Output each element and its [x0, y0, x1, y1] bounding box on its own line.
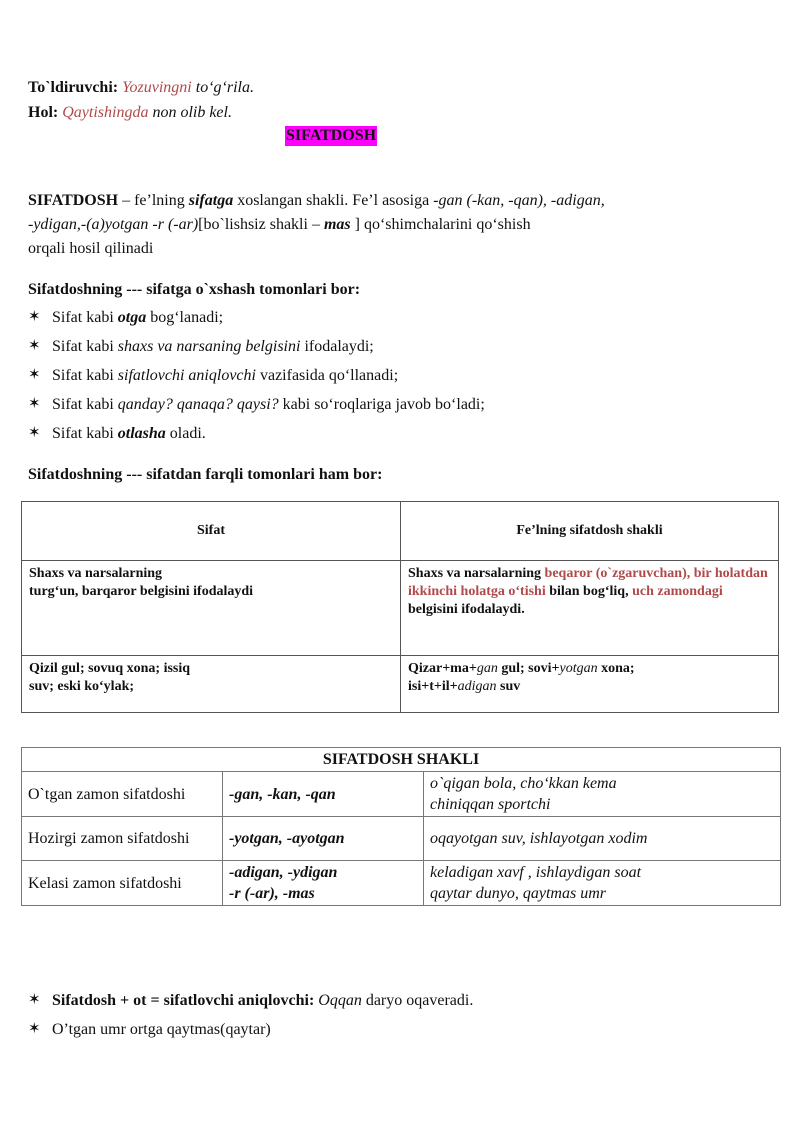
table-cell [401, 561, 779, 656]
item-text: Sifat kabi [52, 425, 118, 442]
complement-highlight: Yozuvingni [122, 79, 192, 96]
list-item [28, 361, 780, 390]
form-examples: oqayotgan suv, ishlayotgan xodim [424, 817, 781, 861]
cell-text: suv; eski ko‘ylak; [29, 679, 135, 694]
list-item [28, 332, 780, 361]
cell-text: Qizil gul; sovuq xona; issiq [29, 661, 191, 676]
item-text: Sifat kabi [52, 309, 118, 326]
definition-emphasis: sifatga [188, 192, 234, 209]
cell-suffix: gan [476, 661, 498, 676]
adverbial-label: Hol: [28, 104, 59, 121]
list-item [28, 390, 780, 419]
form-suffix: -gan, -kan, -qan [223, 772, 424, 817]
definition-suffixes: -ydigan,-(a)yotgan -r (-ar) [28, 216, 199, 233]
star-bullet-icon: ✶ [28, 1021, 41, 1037]
star-bullet-icon: ✶ [28, 367, 41, 383]
cell-text: gul; sovi+ [497, 661, 560, 676]
definition-term: SIFATDOSH [28, 192, 119, 209]
item-text: kabi so‘roqlariga javob bo‘ladi; [278, 396, 485, 413]
table-row [22, 817, 781, 861]
example-text: chiniqqan sportchi [430, 796, 551, 813]
example-text: o`qigan bola, cho‘kkan kema [430, 775, 617, 792]
item-emphasis: Oqqan [318, 992, 362, 1009]
star-bullet-icon: ✶ [28, 992, 41, 1008]
cell-text: xona; [597, 661, 635, 676]
cell-text: Shaxs va narsalarning [29, 566, 163, 581]
cell-text: Shaxs va narsalarning [408, 566, 545, 581]
cell-suffix: yotgan [559, 661, 598, 676]
form-suffix [223, 861, 424, 906]
similarities-heading: Sifatdoshning --- sifatga o`xshash tomonlari bor: [28, 281, 361, 298]
table-cell [401, 656, 779, 713]
item-text: O’tgan umr ortga qaytmas(qaytar) [52, 1021, 271, 1038]
form-suffix: -yotgan, -ayotgan [223, 817, 424, 861]
item-text: vazifasida qo‘llanadi; [255, 367, 399, 384]
adverbial-rest: non olib kel. [152, 104, 232, 121]
cell-text: suv [496, 679, 521, 694]
example-text: qaytar dunyo, qaytmas umr [430, 885, 606, 902]
forms-table-caption: SIFATDOSH SHAKLI [22, 748, 781, 772]
star-bullet-icon: ✶ [28, 396, 41, 412]
star-bullet-icon: ✶ [28, 425, 41, 441]
item-text: bog‘lanadi; [146, 309, 224, 326]
differences-heading: Sifatdoshning --- sifatdan farqli tomonlari ham bor: [28, 466, 383, 483]
item-text: daryo oqaveradi. [361, 992, 474, 1009]
table-header-adjective: Sifat [22, 502, 401, 561]
complement-rest: to‘g‘rila. [195, 79, 254, 96]
cell-highlight: beqaror (o`zgaruvchan), bir holatdan ikkinchi holatga o‘tishi [408, 566, 768, 599]
definition-suffixes: -gan (-kan, -qan), -adigan, [433, 192, 605, 209]
item-emphasis: sifatlovchi aniqlovchi [117, 367, 256, 384]
cell-highlight: uch zamondagi [632, 584, 723, 599]
list-item [28, 986, 780, 1015]
item-text: oladi. [165, 425, 206, 442]
table-header-participle: Fe’lning sifatdosh shakli [401, 502, 779, 561]
bottom-list [28, 986, 780, 1044]
item-text: ifodalaydi; [300, 338, 374, 355]
table-row [22, 656, 779, 713]
item-text: Sifat kabi [52, 367, 118, 384]
list-item [28, 303, 780, 332]
item-emphasis: otga [117, 309, 147, 326]
list-item [28, 419, 780, 448]
complement-example [28, 76, 772, 99]
cell-text: turg‘un, barqaror belgisini ifodalaydi [29, 584, 254, 599]
table-cell [22, 561, 401, 656]
suffix-text: -r (-ar), -mas [229, 885, 315, 902]
item-text: Sifat kabi [52, 338, 118, 355]
section-title: SIFATDOSH [286, 127, 377, 144]
form-examples [424, 772, 781, 817]
table-cell [22, 656, 401, 713]
item-bold: Sifatdosh + ot = sifatlovchi aniqlovchi: [52, 992, 315, 1009]
definition-paragraph [28, 189, 772, 261]
adverbial-highlight: Qaytishingda [62, 104, 149, 121]
star-bullet-icon: ✶ [28, 338, 41, 354]
cell-suffix: adigan [457, 679, 497, 694]
table-row [22, 772, 781, 817]
definition-text: ] qo‘shimchalarini qo‘shish [350, 216, 531, 233]
table-row [22, 748, 781, 772]
comparison-table [21, 501, 779, 713]
form-examples [424, 861, 781, 906]
cell-text: bilan bog‘liq, [545, 584, 633, 599]
list-item [28, 1015, 780, 1044]
adverbial-example [28, 101, 772, 124]
cell-text: belgisini ifodalaydi. [408, 602, 525, 617]
table-row [22, 502, 779, 561]
item-text: Sifat kabi [52, 396, 118, 413]
example-text: keladigan xavf , ishlaydigan soat [430, 864, 642, 881]
similarities-list [28, 303, 780, 448]
form-name: Kelasi zamon sifatdoshi [22, 861, 223, 906]
forms-table [21, 747, 781, 906]
definition-emphasis: mas [323, 216, 351, 233]
star-bullet-icon: ✶ [28, 309, 41, 325]
definition-text: – fe’lning [118, 192, 189, 209]
table-row [22, 561, 779, 656]
item-emphasis: otlasha [117, 425, 166, 442]
form-name: O`tgan zamon sifatdoshi [22, 772, 223, 817]
table-row [22, 861, 781, 906]
form-name: Hozirgi zamon sifatdoshi [22, 817, 223, 861]
suffix-text: -adigan, -ydigan [229, 864, 338, 881]
cell-text: isi+t+il+ [408, 679, 458, 694]
definition-text: xoslangan shakli. Fe’l asosiga [233, 192, 434, 209]
complement-label: To`ldiruvchi: [28, 79, 119, 96]
item-emphasis: shaxs va narsaning belgisini [117, 338, 301, 355]
cell-text: Qizar+ma+ [408, 661, 477, 676]
definition-text: orqali hosil qilinadi [28, 240, 154, 257]
definition-text: [bo`lishsiz shakli – [198, 216, 324, 233]
item-emphasis: qanday? qanaqa? qaysi? [117, 396, 279, 413]
